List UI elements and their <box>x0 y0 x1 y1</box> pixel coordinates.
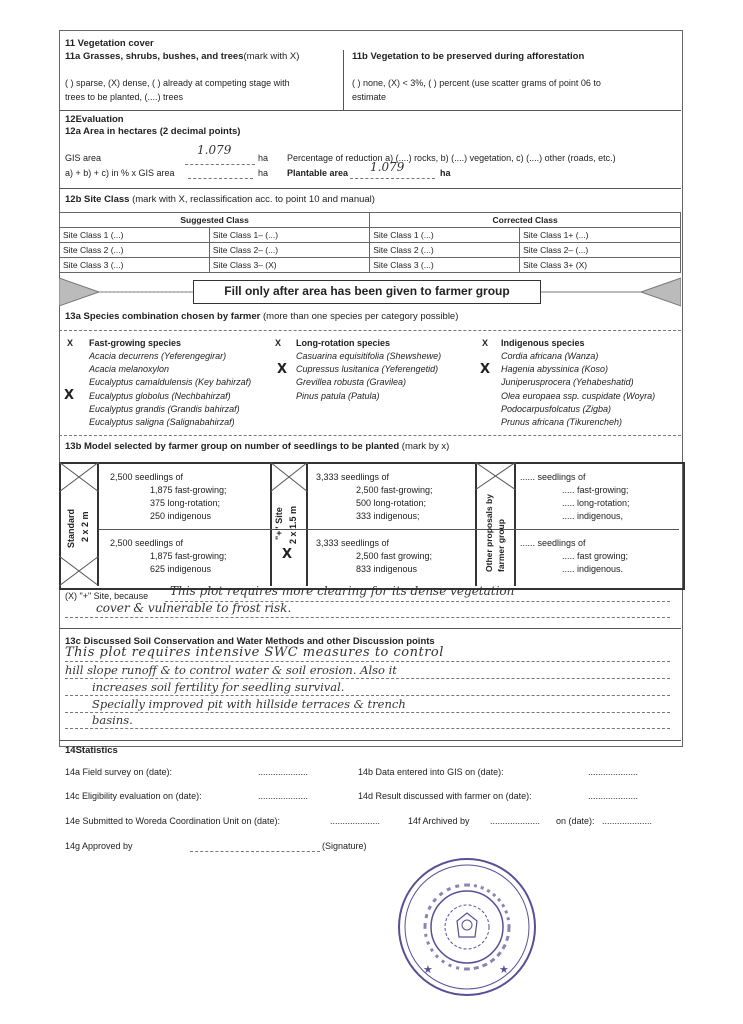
banner-text: Fill only after area has been given to farmer group <box>224 284 510 298</box>
s14g: 14g Approved by <box>65 841 133 851</box>
cell: Site Class 1+ (...) <box>520 228 681 243</box>
s14c: 14c Eligibility evaluation on (date): <box>65 791 202 801</box>
s14d: 14d Result discussed with farmer on (date): <box>358 791 532 801</box>
model-a2 <box>110 537 227 576</box>
calc-label: a) + b) + c) in % x GIS area <box>65 168 175 178</box>
s14e: 14e Submitted to Woreda Coordination Unit on (date): <box>65 816 280 826</box>
model-line: 1,875 fast-growing; <box>150 485 227 495</box>
cell: Site Class 2– (...) <box>520 243 681 258</box>
site-class-table <box>59 212 681 273</box>
list-item: Casuarina equisitifolia (Shewshewe) <box>296 351 442 361</box>
model-line: 2,500 fast growing; <box>356 551 433 561</box>
s13c-dots2 <box>65 678 670 679</box>
s14g-line <box>190 851 320 852</box>
list-item: Eucalyptus saligna (Salignabahirzaf) <box>89 417 235 427</box>
s14b: 14b Data entered into GIS on (date): <box>358 767 504 777</box>
standard-dim: 2 x 2 m <box>80 511 90 542</box>
gis-ha: ha <box>258 153 269 163</box>
s14e-dots: .................... <box>330 816 381 826</box>
site-label: "+" Site <box>274 507 284 540</box>
standard-label: Standard <box>66 508 76 548</box>
svg-text:★: ★ <box>499 963 509 976</box>
corrected-header: Corrected Class <box>370 213 681 228</box>
s14f-dots: .................... <box>490 816 541 826</box>
model-line: 833 indigenous <box>356 564 418 574</box>
s11b-line1: ( ) none, (X) < 3%, ( ) percent (use scatter grams of point 06 to <box>352 78 601 88</box>
plantable-label: Plantable area <box>287 168 349 178</box>
s12a-title: 12a Area in hectares (2 decimal points) <box>65 126 241 137</box>
s13c-line1: This plot requires intensive SWC measures to control <box>65 645 444 660</box>
list-item: Cupressus lusitanica (Yeferengetid) <box>296 364 439 374</box>
s13c-title: 13c Discussed Soil Conservation and Water Methods and other Discussion points <box>65 636 435 647</box>
list-item: Eucalyptus camaldulensis (Key bahirzaf) <box>89 377 252 387</box>
table-row <box>60 258 681 273</box>
model-c2 <box>520 537 628 576</box>
cell: Site Class 2 (...) <box>60 243 210 258</box>
s12a-bottom <box>59 188 681 189</box>
site-dim: 2 x 1.5 m <box>288 505 298 544</box>
list-item: Acacia decurrens (Yeferengegirar) <box>89 351 227 361</box>
s14-title: 14Statistics <box>65 745 118 756</box>
fast-title: Fast-growing species <box>89 338 182 348</box>
s11-title: 11 Vegetation cover <box>65 38 154 49</box>
cell: Site Class 3 (...) <box>60 258 210 273</box>
s11b-title: 11b Vegetation to be preserved during afforestation <box>352 51 585 62</box>
list-item: Olea europaea ssp. cuspidate (Woyra) <box>501 391 656 401</box>
model-b1 <box>316 471 433 523</box>
indig-x: X <box>482 338 489 348</box>
model-line: 2,500 seedlings of <box>110 472 184 482</box>
cell: Site Class 3– (X) <box>209 258 369 273</box>
s11a-title <box>65 51 299 62</box>
s13c-line3: increases soil fertility for seedling survival. <box>92 680 345 694</box>
list-item: Eucalyptus grandis (Grandis bahirzaf) <box>89 404 240 414</box>
model-a1 <box>110 471 227 523</box>
indig-mark: X <box>480 362 491 377</box>
s13b-title <box>65 441 449 452</box>
indig-title: Indigenous species <box>501 338 585 348</box>
s13b-hint: (mark by x) <box>401 441 450 452</box>
s13c-line4: Specially improved pit with hillside terraces & trench <box>92 697 406 711</box>
long-mark: X <box>277 362 288 377</box>
model-line: ..... fast-growing; <box>562 485 629 495</box>
fast-x: X <box>67 338 74 348</box>
s11-divider <box>343 50 344 110</box>
gis-area-label: GIS area <box>65 153 102 163</box>
model-line: 250 indigenous <box>150 511 212 521</box>
site-mark: X <box>282 547 293 562</box>
s14f: 14f Archived by <box>408 816 470 826</box>
list-item: Grevillea robusta (Gravilea) <box>296 377 407 387</box>
model-line: 375 long-rotation; <box>150 498 221 508</box>
s13c-line2: hill slope runoff & to control water & soil erosion. Also it <box>65 663 397 677</box>
model-line: 2,500 seedlings of <box>110 538 184 548</box>
s11a-title-text: 11a Grasses, shrubs, bushes, and trees <box>65 51 244 62</box>
model-line: 333 indigenous; <box>356 511 420 521</box>
s13c-line5: basins. <box>92 713 133 727</box>
model-line: ..... long-rotation; <box>562 498 630 508</box>
long-title: Long-rotation species <box>296 338 391 348</box>
because-line2: cover & vulnerable to frost risk. <box>96 601 292 615</box>
list-item: Juniperusprocera (Yehabeshatid) <box>501 377 634 387</box>
cell: Site Class 1– (...) <box>209 228 369 243</box>
s14d-dots: .................... <box>588 791 639 801</box>
cell: Site Class 1 (...) <box>370 228 520 243</box>
cell: Site Class 2 (...) <box>370 243 520 258</box>
model-line: ..... fast growing; <box>562 551 629 561</box>
s13a-title <box>65 311 458 322</box>
other-label <box>483 472 507 572</box>
s13c-dots4 <box>65 712 670 713</box>
reduction-text: Percentage of reduction a) (....) rocks, b) (....) vegetation, c) (....) other (roads, etc.) <box>287 153 616 163</box>
list-item: Eucalyptus globolus (Nechbahirzaf) <box>89 391 231 401</box>
model-line: 1,875 fast-growing; <box>150 551 227 561</box>
model-line: 3,333 seedlings of <box>316 538 390 548</box>
s13a-title-text: 13a Species combination chosen by farmer <box>65 311 261 322</box>
plantable-line <box>350 178 435 179</box>
s13b-bottom <box>59 628 681 629</box>
list-item: Acacia melanoxylon <box>89 364 170 374</box>
s11a-line1: ( ) sparse, (X) dense, ( ) already at competing stage with <box>65 78 290 88</box>
s11-bottom <box>59 110 681 111</box>
table-row <box>60 243 681 258</box>
official-stamp <box>395 855 540 1000</box>
model-line: 625 indigenous <box>150 564 212 574</box>
other-label-text: Other proposals by farmer group <box>484 494 506 572</box>
s12b-title <box>65 194 375 205</box>
long-x: X <box>275 338 282 348</box>
s14a-dots: .................... <box>258 767 309 777</box>
model-b2 <box>316 537 432 576</box>
model-line: 2,500 fast-growing; <box>356 485 433 495</box>
s13a-bottom <box>59 435 681 436</box>
because-line1: This plot requires more clearing for its dense vegetation <box>170 584 515 598</box>
s13a-sep <box>59 330 681 331</box>
s13c-dots1 <box>65 661 670 662</box>
suggested-header: Suggested Class <box>60 213 370 228</box>
s12b-title-text: 12b Site Class <box>65 194 130 205</box>
model-line: ...... seedlings of <box>520 472 586 482</box>
list-item: Prunus africana (Tikurencheh) <box>501 417 622 427</box>
calc-ha: ha <box>258 168 269 178</box>
plantable-value: 1.079 <box>370 160 405 174</box>
svg-text:★: ★ <box>423 963 433 976</box>
model-line: ..... indigenous. <box>562 564 624 574</box>
gis-area-value: 1.079 <box>197 143 232 157</box>
s13c-dots5 <box>65 728 670 729</box>
model-line: 500 long-rotation; <box>356 498 427 508</box>
list-item: Hagenia abyssinica (Koso) <box>501 364 609 374</box>
cell: Site Class 2– (...) <box>209 243 369 258</box>
cell: Site Class 3+ (X) <box>520 258 681 273</box>
s11a-line2: trees to be planted, (....) trees <box>65 92 184 102</box>
list-item: Podocarpusfolcatus (Zigba) <box>501 404 612 414</box>
model-line: 3,333 seedlings of <box>316 472 390 482</box>
s12-title: 12Evaluation <box>65 114 124 125</box>
plantable-ha: ha <box>440 168 451 178</box>
s11b-line2: estimate <box>352 92 387 102</box>
s13c-bottom <box>59 740 681 741</box>
model-line: ...... seedlings of <box>520 538 586 548</box>
s14g-sig: (Signature) <box>322 841 367 851</box>
cell: Site Class 3 (...) <box>370 258 520 273</box>
cell: Site Class 1 (...) <box>60 228 210 243</box>
s13b-title-text: 13b Model selected by farmer group on number of seedlings to be planted <box>65 441 400 452</box>
s14f-on-dots: .................... <box>602 816 653 826</box>
gis-area-line <box>185 164 255 165</box>
s13a-hint: (more than one species per category possible) <box>263 311 459 322</box>
model-line: ..... indigenous, <box>562 511 624 521</box>
list-item: Cordia africana (Wanza) <box>501 351 599 361</box>
s12b-hint: (mark with X, reclassification acc. to point 10 and manual) <box>132 194 375 205</box>
list-item: Pinus patula (Patula) <box>296 391 380 401</box>
fast-mark: X <box>64 388 75 403</box>
s14f-on: on (date): <box>556 816 595 826</box>
because-dots2 <box>65 617 670 618</box>
s13c-dots3 <box>65 695 670 696</box>
s14a: 14a Field survey on (date): <box>65 767 173 777</box>
model-c1 <box>520 471 630 523</box>
s14c-dots: .................... <box>258 791 309 801</box>
table-row <box>60 228 681 243</box>
because-label: (X) "+" Site, because <box>65 591 149 601</box>
s11a-hint: (mark with X) <box>243 51 300 62</box>
s14b-dots: .................... <box>588 767 639 777</box>
calc-line <box>188 178 253 179</box>
